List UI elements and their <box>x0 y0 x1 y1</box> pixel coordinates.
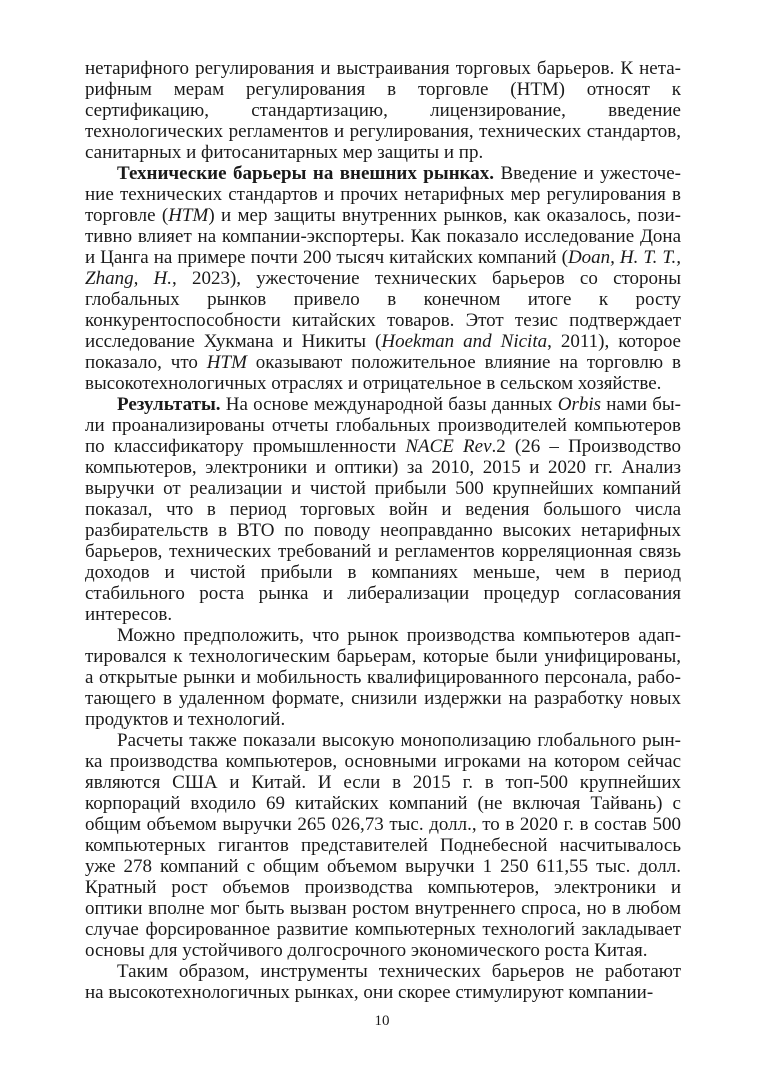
paragraph <box>85 730 681 961</box>
text-run: Результаты. <box>117 394 221 415</box>
text-run: На основе международной базы данных <box>220 394 558 415</box>
text-run: NACE Rev <box>405 436 492 457</box>
text-run: Orbis <box>557 394 602 415</box>
text-run: Таким образом, инструменты технических барьеров не работают на высокотехнологичных рынках, они скорее стимулируют компании- <box>85 961 681 1003</box>
text-run: Hoekman and Nicita <box>381 331 548 352</box>
text-run: Можно предположить, что рынок производства компьютеров адаптировался к технологическим барьерам, которые были унифицированы, а открытые рынки и мобильность квалифицированного персонала, работающего в удаленном формате, снизили издержки на разработку новых продуктов и технологий. <box>85 625 681 730</box>
paragraph <box>85 394 681 625</box>
paragraph <box>85 58 681 163</box>
text-run: Расчеты также показали высокую монополизацию глобального рынка производства компьютеров, основными игроками на котором сейчас являются США и Китай. И если в 2015 г. в топ-500 крупнейших корпораций входило 69 китайских компаний (не включая Тайвань) с общим объемом выручки 265 026,73 тыс. долл., то в 2020 г. в состав 500 компьютерных гигантов представителей Поднебесной насчитывалось уже 278 компаний с общим объемом выручки 1 250 611,55 тыс. долл. Кратный рост объемов производства компьютеров, электроники и оптики вполне мог быть вызван ростом внутреннего спроса, но в любом случае форсированное развитие компьютерных технологий закладывает основы для устойчивого долгосрочного экономического роста Китая. <box>85 730 681 961</box>
text-run: .2 (26 – Производство компьютеров, электроники и оптики) за 2010, 2015 и 2020 гг. Анализ выручки от реализации и чистой прибыли 500 крупнейших компаний показал, что в период торговых войн и ведения большого числа разбирательств в ВТО по поводу неоправданно высоких нетарифных барьеров, технических требований и регламентов корреляционная связь доходов и чистой прибыли в компаниях меньше, чем в период стабильного роста рынка и либерализации процедур согласования интересов. <box>85 436 682 625</box>
text-run: НТМ <box>206 352 247 373</box>
text-run: Технические барьеры на внешних рынках. <box>117 163 495 184</box>
paragraph <box>85 625 681 730</box>
text-run: оказывают положительное влияние на торговлю в высокотехнологичных отраслях и отрицательное в сельском хозяйстве. <box>85 352 681 394</box>
text-run: НТМ <box>168 205 209 226</box>
text-run: ) и мер защиты внутренних рынков, как оказалось, позитивно влияет на компании-экспортеры. Как показало исследование Дона и Цанга на примере почти 200 тысяч китайских компаний ( <box>85 205 681 268</box>
text-run: нами были проанализированы отчеты глобальных производителей компьютеров по классификатору промышленности <box>85 394 681 457</box>
paragraph <box>85 961 681 1003</box>
text-run: , 2011), которое показало, что <box>85 331 681 373</box>
text-run: нетарифного регулирования и выстраивания торговых барьеров. К нетарифным мерам регулирования в торговле (НТМ) относят к сертификацию, стандартизацию, лицензирование, введение технологических регламентов и регулирования, технических стандартов, санитарных и фитосанитарных мер защиты и пр. <box>85 58 681 163</box>
text-run: Введение и ужесточение технических стандартов и прочих нетарифных мер регулирования в торговле ( <box>85 163 681 226</box>
page-number: 10 <box>374 1013 390 1029</box>
text-run: , 2023), ужесточение технических барьеров со стороны глобальных рынков привело в конечном итоге к росту конкурентоспособности китайских товаров. Этот тезис подтверждает исследование Хукмана и Никиты ( <box>85 268 681 352</box>
page-body-text <box>85 58 681 1003</box>
text-run: Doan, H. T. T., Zhang, H. <box>85 247 681 289</box>
paragraph <box>85 163 681 394</box>
